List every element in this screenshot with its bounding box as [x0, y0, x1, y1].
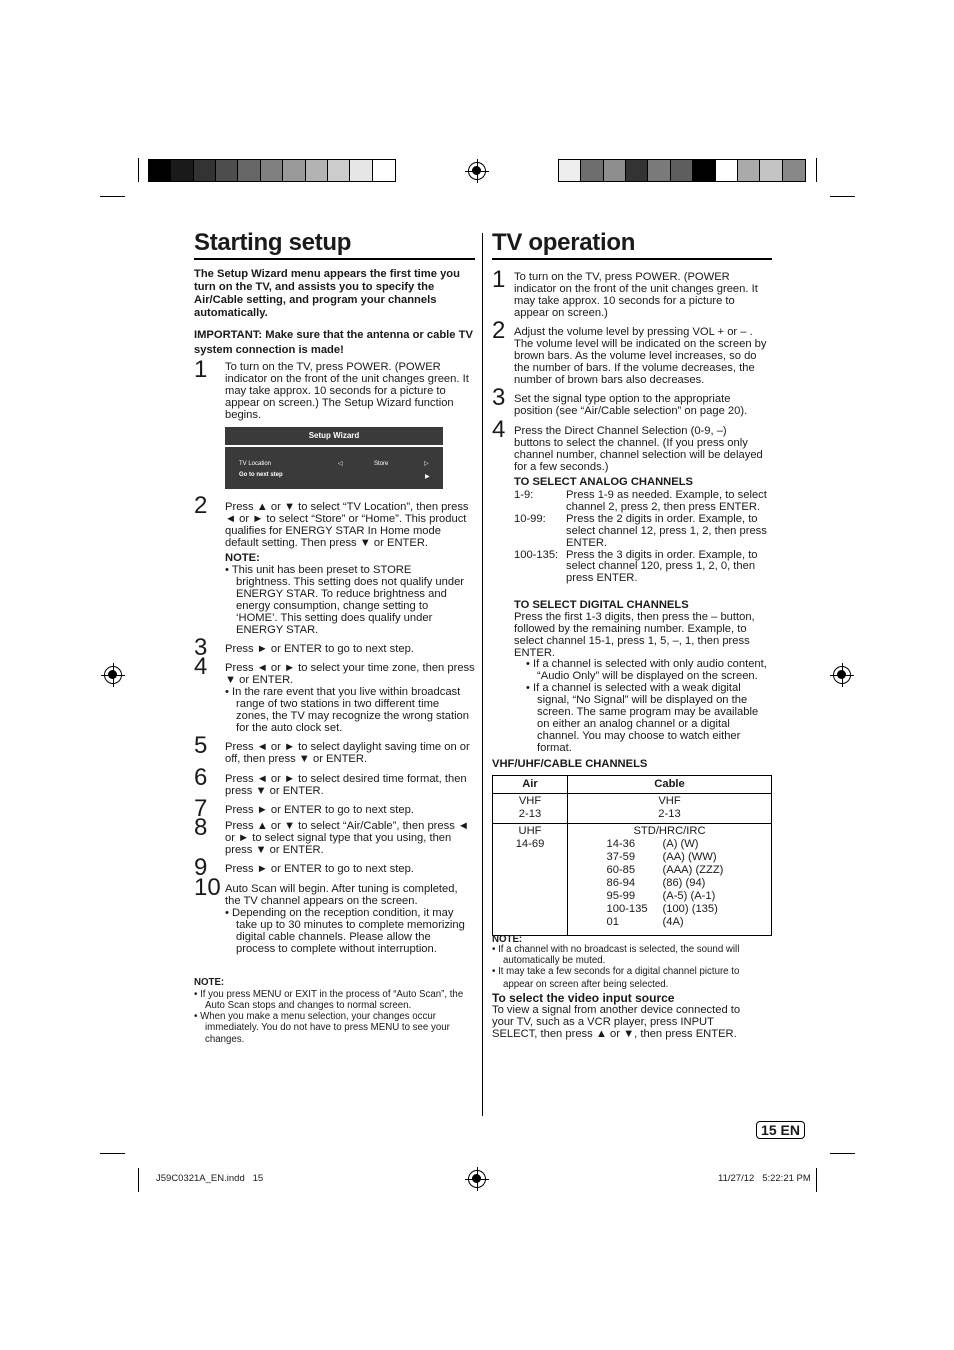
registration-mark-icon: [468, 162, 486, 180]
page-number: 15 EN: [756, 1121, 805, 1139]
left-step-number: 6: [194, 764, 208, 791]
cable-range: 95-99: [606, 890, 636, 902]
right-step-text: Press the Direct Channel Selection (0-9, –) buttons to select the channel. (If you press only channel number, channel selection will be delayed for a few seconds.): [514, 425, 763, 473]
cable-range: 60-85: [606, 864, 636, 876]
cable-channels: (AA) (WW): [662, 851, 717, 863]
crop-mark: [816, 1168, 817, 1192]
step2-note-title: NOTE:: [225, 552, 260, 564]
left-step-text: Press ▲ or ▼ to select “Air/Cable”, then press ◄ or ► to select signal type that you using, then press ▼ or ENTER.: [225, 820, 469, 856]
wizard-row-label: TV Location: [239, 461, 272, 467]
left-intro: The Setup Wizard menu appears the first time you turn on the TV, and assists you to specify the Air/Cable setting, and program your channels automatically.: [194, 268, 460, 319]
color-swatch: [671, 160, 693, 181]
digital-title: TO SELECT DIGITAL CHANNELS: [514, 599, 689, 611]
right-step-text: To turn on the TV, press POWER. (POWER indicator on the front of the unit changes green. It may take approx. 10 seconds for a picture to appear on screen.): [514, 271, 758, 319]
right-note-text: It may take a few seconds for a digital channel picture to appear on screen after being selected.: [498, 966, 740, 990]
right-step-number: 4: [492, 416, 506, 443]
color-swatch: [581, 160, 603, 181]
color-swatch: [648, 160, 670, 181]
cable-range: 01: [606, 916, 619, 928]
analog-value: Press the 3 digits in order. Example, to select channel 120, press 1, 2, 0, then press ENTER.: [566, 548, 758, 585]
color-swatch: [626, 160, 648, 181]
crop-mark: [830, 1153, 855, 1154]
cable-channels: (A) (W): [662, 838, 699, 850]
right-note-title: NOTE:: [492, 934, 523, 945]
crop-mark: [830, 196, 855, 197]
setup-wizard-screen: [225, 427, 443, 489]
left-step-number: 4: [194, 653, 208, 680]
color-swatch: [306, 160, 328, 181]
left-important: IMPORTANT: Make sure that the antenna or cable TV system connection is made!: [194, 329, 473, 356]
column-divider: [482, 233, 483, 1116]
right-step-number: 2: [492, 317, 506, 344]
left-step-number: 2: [194, 492, 208, 519]
cable-range: 37-59: [606, 851, 636, 863]
color-swatch: [328, 160, 350, 181]
digital-bullet-text: If a channel is selected with a weak digital signal, “No Signal” will be displayed on the screen. The same program may be available on either an analog channel or a digital channel. You may choose to watch either format.: [533, 682, 759, 754]
analog-key: 1-9:: [514, 489, 534, 501]
wizard-row-tv-location: [225, 459, 443, 470]
right-step-text: Set the signal type option to the appropriate position (see “Air/Cable selection” on page 20).: [514, 393, 748, 417]
wizard-row-label: Go to next step: [239, 472, 283, 478]
analog-value: Press the 2 digits in order. Example, to select channel 12, press 1, 2, then press ENTER.: [566, 512, 767, 549]
right-step-number: 1: [492, 266, 506, 293]
table-cell-cable: VHF 2-13: [568, 794, 772, 824]
crop-mark: [100, 196, 125, 197]
cable-channels: (86) (94): [662, 877, 706, 889]
left-note: • When you make a menu selection, your changes occur immediately. You do not have to press MENU to see your changes.: [194, 1011, 450, 1045]
chevron-left-icon: ◁: [338, 461, 343, 467]
table-row: [493, 824, 772, 936]
crop-mark: [138, 158, 139, 182]
wizard-row-value: Store: [374, 461, 389, 467]
right-note: • It may take a few seconds for a digital channel picture to appear on screen after being selected.: [492, 966, 740, 990]
color-swatch: [604, 160, 626, 181]
table-header: Cable: [568, 776, 772, 794]
cable-range: 100-135: [606, 903, 648, 915]
right-title-rule: [492, 258, 772, 260]
table-header: Air: [493, 776, 568, 794]
cable-channel-pairs: [568, 838, 771, 929]
left-step-number: 9: [194, 854, 208, 881]
color-swatch: [559, 160, 581, 181]
left-note-title: NOTE:: [194, 977, 225, 988]
left-step-number: 1: [194, 356, 208, 383]
color-swatch: [149, 160, 171, 181]
left-step-text: Press ▲ or ▼ to select “TV Location”, then press ◄ or ► to select “Store” or “Home”. This product qualifies for ENERGY STAR In Home mode default setting. Then press ▼ or ENTER.: [225, 501, 469, 549]
color-swatch: [194, 160, 216, 181]
right-step-number: 3: [492, 384, 506, 411]
analog-key: 10-99:: [514, 512, 546, 525]
left-title: Starting setup: [194, 229, 352, 256]
step10-bullet: • Depending on the reception condition, it may take up to 30 minutes to complete memorizing digital cable channels. Please allow the process to complete without interruption.: [225, 907, 465, 955]
slug-file: J59C0321A_EN.indd 15: [156, 1173, 264, 1184]
digital-text: Press the first 1-3 digits, then press the – button, followed by the remaining number. Example, to select channel 15-1, press 1, 5, –, 1, then press ENTER.: [514, 611, 755, 659]
crop-mark: [138, 1168, 139, 1192]
left-step-text: Press ► or ENTER to go to next step.: [225, 643, 414, 655]
video-input-text: To view a signal from another device connected to your TV, such as a VCR player, press INPUT SELECT, then press ▲ or ▼, then press ENTER.: [492, 1004, 741, 1040]
left-step-number: 10: [194, 874, 221, 901]
analog-item: [514, 550, 769, 586]
channels-table: [492, 775, 772, 936]
step2-note: • This unit has been preset to STORE brightness. This setting does not qualify under ENERGY STAR. To reduce brightness and energy consumption, change setting to ‘HOME’. This setting does qualify under ENERGY STAR.: [225, 564, 465, 636]
chevron-right-icon: ▷: [424, 461, 429, 467]
right-note: • If a channel with no broadcast is selected, the sound will automatically be muted.: [492, 944, 740, 967]
left-note: • If you press MENU or EXIT in the process of “Auto Scan”, the Auto Scan stops and changes to normal screen.: [194, 989, 464, 1012]
left-step-number: 3: [194, 634, 208, 661]
left-note-text: When you make a menu selection, your changes occur immediately. You do not have to press MENU to see your changes.: [200, 1011, 450, 1045]
analog-value: Press 1-9 as needed. Example, to select channel 2, press 2, then press ENTER.: [566, 489, 767, 513]
color-swatch: [760, 160, 782, 181]
crop-mark: [816, 158, 817, 182]
table-cell-air: UHF 14-69: [493, 824, 568, 936]
analog-list: [514, 490, 769, 585]
arrow-right-icon: ▶: [425, 474, 430, 480]
cable-channels: (AAA) (ZZZ): [662, 864, 724, 876]
step2-note-text: This unit has been preset to STORE brightness. This setting does not qualify under ENERGY STAR. To reduce brightness and energy consumption, change setting to ‘HOME’. This setting does qualify under ENERGY STAR.: [231, 564, 465, 636]
cable-range: 86-94: [606, 877, 636, 889]
color-swatch: [238, 160, 260, 181]
cable-range: 14-36: [606, 838, 636, 850]
step4-bullet-text: In the rare event that you live within broadcast range of two stations in two different time zones, the TV may recognize the wrong station for the auto clock set.: [232, 686, 469, 734]
analog-key: 100-135:: [514, 548, 559, 561]
wizard-title: Setup Wizard: [225, 427, 443, 447]
color-swatch: [693, 160, 715, 181]
right-title: TV operation: [492, 229, 636, 256]
table-cell-cable: STD/HRC/IRC 14-36 (A) (W) 37-59 (AA) (WW) 60-85 (AAA) (ZZZ) 86-94 (86) (94) 95-99 (A-5) (A-1) 100-135 (100) (135) 01 (4A): [568, 824, 772, 936]
color-bar-left: [148, 159, 396, 182]
slug-date: 11/27/12 5:22:21 PM: [718, 1173, 811, 1184]
digital-bullet-text: If a channel is selected with only audio content, “Audio Only” will be displayed on the screen.: [533, 658, 767, 682]
color-swatch: [261, 160, 283, 181]
left-step-text: Press ◄ or ► to select daylight saving time on or off, then press ▼ or ENTER.: [225, 741, 470, 765]
left-step-text: Auto Scan will begin. After tuning is completed, the TV channel appears on the screen.: [225, 883, 458, 907]
digital-bullet: • If a channel is selected with only audio content, “Audio Only” will be displayed on the screen.: [526, 658, 767, 682]
left-step-text: Press ◄ or ► to select your time zone, then press ▼ or ENTER.: [225, 662, 475, 686]
cable-channels: (4A): [662, 916, 684, 928]
left-step-text: To turn on the TV, press POWER. (POWER indicator on the front of the unit changes green. It may take approx. 10 seconds for a picture to appear on screen.) The Setup Wizard function begins.: [225, 361, 469, 421]
registration-mark-icon: [468, 1170, 486, 1188]
cable-channels: (A-5) (A-1): [662, 890, 716, 902]
color-swatch: [171, 160, 193, 181]
right-note-text: If a channel with no broadcast is selected, the sound will automatically be muted.: [498, 944, 740, 967]
color-bar-right: [558, 159, 806, 182]
color-swatch: [373, 160, 395, 181]
table-cell-air: VHF 2-13: [493, 794, 568, 824]
left-step-number: 5: [194, 732, 208, 759]
channels-table-title: VHF/UHF/CABLE CHANNELS: [492, 758, 648, 770]
color-swatch: [716, 160, 738, 181]
video-input-title: To select the video input source: [492, 991, 675, 1005]
left-step-number: 7: [194, 795, 208, 822]
table-row: [493, 794, 772, 824]
left-step-text: Press ► or ENTER to go to next step.: [225, 804, 414, 816]
registration-mark-icon: [833, 666, 851, 684]
right-step-text: Adjust the volume level by pressing VOL + or – . The volume level will be indicated on the screen by brown bars. As the volume level increases, so do the number of bars. If the volume decreases, the number of brown bars also decreases.: [514, 326, 767, 386]
color-swatch: [783, 160, 805, 181]
color-swatch: [350, 160, 372, 181]
step4-bullet: • In the rare event that you live within broadcast range of two stations in two different time zones, the TV may recognize the wrong station for the auto clock set.: [225, 686, 469, 734]
registration-mark-icon: [104, 666, 122, 684]
crop-mark: [100, 1153, 125, 1154]
left-step-text: Press ► or ENTER to go to next step.: [225, 863, 414, 875]
left-title-rule: [194, 258, 475, 260]
step10-bullet-text: Depending on the reception condition, it may take up to 30 minutes to complete memorizing digital cable channels. Please allow the process to complete without interruption.: [232, 907, 465, 955]
left-step-number: 8: [194, 814, 208, 841]
color-swatch: [283, 160, 305, 181]
digital-bullet: • If a channel is selected with a weak digital signal, “No Signal” will be displayed on the screen. The same program may be available on either an analog channel or a digital channel. You may choose to watch either format.: [526, 682, 759, 754]
wizard-row-next: [225, 470, 443, 481]
color-swatch: [738, 160, 760, 181]
left-step-text: Press ◄ or ► to select desired time format, then press ▼ or ENTER.: [225, 773, 467, 797]
analog-item: [514, 514, 769, 550]
analog-item: [514, 490, 769, 514]
analog-title: TO SELECT ANALOG CHANNELS: [514, 476, 694, 488]
left-note-text: If you press MENU or EXIT in the process of “Auto Scan”, the Auto Scan stops and changes to normal screen.: [200, 989, 464, 1012]
cable-channels: (100) (135): [662, 903, 718, 915]
color-swatch: [216, 160, 238, 181]
